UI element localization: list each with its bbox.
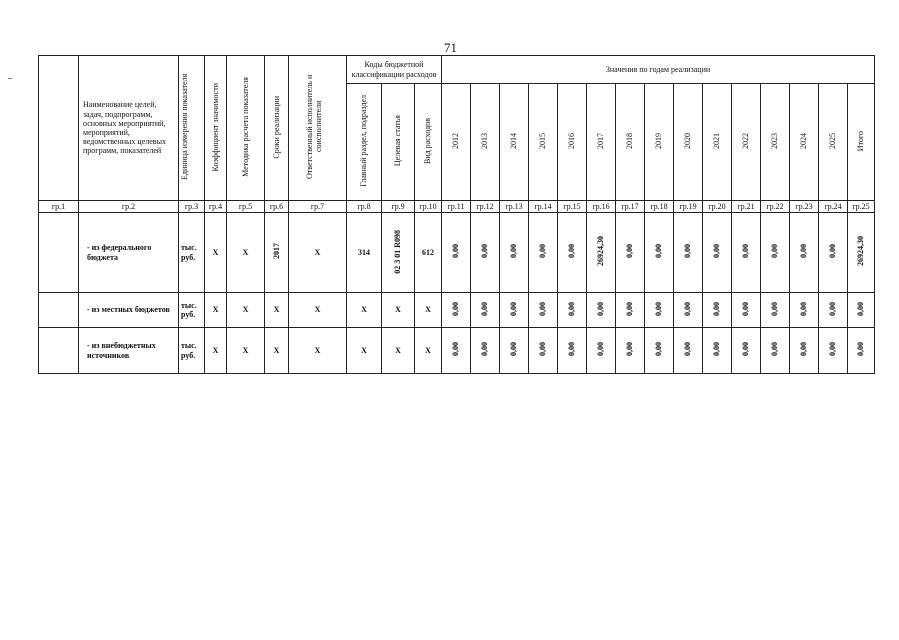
row-unit: тыс. руб. bbox=[179, 213, 205, 293]
column-number: гр.24 bbox=[819, 201, 848, 213]
year-header: 2024 bbox=[790, 84, 819, 201]
year-header: 2018 bbox=[616, 84, 645, 201]
year-header: 2020 bbox=[674, 84, 703, 201]
table-row bbox=[39, 213, 875, 293]
header-unit: Единица измерения показателя bbox=[179, 56, 205, 201]
header-coef: Коэффициент значимости bbox=[205, 56, 227, 201]
value-cell: 0,00 bbox=[703, 328, 732, 374]
row-executor: Х bbox=[289, 293, 347, 328]
year-header: 2019 bbox=[645, 84, 674, 201]
row-coef: Х bbox=[205, 293, 227, 328]
value-cell: 0,00 bbox=[703, 293, 732, 328]
total-cell: 0,00 bbox=[848, 328, 875, 374]
column-number: гр.15 bbox=[558, 201, 587, 213]
header-section: Главный раздел, подраздел bbox=[347, 84, 382, 201]
column-number: гр.2 bbox=[79, 201, 179, 213]
row-terms: Х bbox=[265, 293, 289, 328]
value-cell: 0,00 bbox=[674, 293, 703, 328]
value-cell: 0,00 bbox=[616, 328, 645, 374]
column-number: гр.23 bbox=[790, 201, 819, 213]
value-cell: 0,00 bbox=[761, 328, 790, 374]
row-section: Х bbox=[347, 293, 382, 328]
column-number: гр.9 bbox=[382, 201, 415, 213]
row-method: Х bbox=[227, 213, 265, 293]
header-blank bbox=[39, 56, 79, 201]
year-header: 2017 bbox=[587, 84, 616, 201]
row-executor: Х bbox=[289, 328, 347, 374]
value-cell: 0,00 bbox=[761, 293, 790, 328]
header-kind: Вид расходов bbox=[415, 84, 442, 201]
column-number: гр.25 bbox=[848, 201, 875, 213]
value-cell: 26924,30 bbox=[587, 213, 616, 293]
column-number: гр.1 bbox=[39, 201, 79, 213]
value-cell: 0,00 bbox=[558, 213, 587, 293]
row-unit: тыс. руб. bbox=[179, 328, 205, 374]
row-section: Х bbox=[347, 328, 382, 374]
value-cell: 0,00 bbox=[819, 213, 848, 293]
column-number: гр.20 bbox=[703, 201, 732, 213]
value-cell: 0,00 bbox=[674, 213, 703, 293]
column-number: гр.3 bbox=[179, 201, 205, 213]
value-cell: 0,00 bbox=[761, 213, 790, 293]
budget-table bbox=[38, 55, 875, 374]
year-header: 2015 bbox=[529, 84, 558, 201]
row-unit: тыс. руб. bbox=[179, 293, 205, 328]
column-number: гр.7 bbox=[289, 201, 347, 213]
row-coef: Х bbox=[205, 328, 227, 374]
column-number: гр.16 bbox=[587, 201, 616, 213]
row-method: Х bbox=[227, 293, 265, 328]
value-cell: 0,00 bbox=[587, 293, 616, 328]
column-number: гр.8 bbox=[347, 201, 382, 213]
row-name: - из местных бюджетов bbox=[79, 293, 179, 328]
year-header: 2021 bbox=[703, 84, 732, 201]
total-cell: 0,00 bbox=[848, 293, 875, 328]
value-cell: 0,00 bbox=[442, 293, 471, 328]
value-cell: 0,00 bbox=[645, 293, 674, 328]
value-cell: 0,00 bbox=[732, 293, 761, 328]
column-number: гр.14 bbox=[529, 201, 558, 213]
row-kind: Х bbox=[415, 328, 442, 374]
row-index-cell bbox=[39, 293, 79, 328]
table-row bbox=[39, 328, 875, 374]
value-cell: 0,00 bbox=[529, 213, 558, 293]
value-cell: 0,00 bbox=[558, 328, 587, 374]
column-number: гр.13 bbox=[500, 201, 529, 213]
value-cell: 0,00 bbox=[790, 213, 819, 293]
total-header: Итого bbox=[848, 84, 875, 201]
row-article: Х bbox=[382, 293, 415, 328]
value-cell: 0,00 bbox=[587, 328, 616, 374]
value-cell: 0,00 bbox=[471, 328, 500, 374]
column-numbers-row bbox=[39, 201, 875, 213]
row-kind: 612 bbox=[415, 213, 442, 293]
value-cell: 0,00 bbox=[790, 293, 819, 328]
row-kind: Х bbox=[415, 293, 442, 328]
year-header: 2012 bbox=[442, 84, 471, 201]
value-cell: 0,00 bbox=[790, 328, 819, 374]
value-cell: 0,00 bbox=[442, 213, 471, 293]
value-cell: 0,00 bbox=[500, 328, 529, 374]
total-cell: 26924,30 bbox=[848, 213, 875, 293]
header-name: Наименование целей, задач, подпрограмм, основных мероприятий, мероприятий, ведомственных целевых программ, показателей bbox=[79, 56, 179, 201]
value-cell: 0,00 bbox=[819, 328, 848, 374]
value-cell: 0,00 bbox=[703, 213, 732, 293]
column-number: гр.12 bbox=[471, 201, 500, 213]
margin-mark bbox=[8, 78, 12, 79]
header-executor: Ответственный исполнитель и соисполнители bbox=[289, 56, 347, 201]
header-method: Методика расчета показателя bbox=[227, 56, 265, 201]
value-cell: 0,00 bbox=[674, 328, 703, 374]
value-cell: 0,00 bbox=[645, 328, 674, 374]
row-terms: 2017 bbox=[265, 213, 289, 293]
column-number: гр.17 bbox=[616, 201, 645, 213]
value-cell: 0,00 bbox=[500, 213, 529, 293]
value-cell: 0,00 bbox=[529, 328, 558, 374]
value-cell: 0,00 bbox=[819, 293, 848, 328]
year-header: 2014 bbox=[500, 84, 529, 201]
row-coef: Х bbox=[205, 213, 227, 293]
row-method: Х bbox=[227, 328, 265, 374]
column-number: гр.11 bbox=[442, 201, 471, 213]
row-index-cell bbox=[39, 328, 79, 374]
year-header: 2025 bbox=[819, 84, 848, 201]
value-cell: 0,00 bbox=[471, 293, 500, 328]
value-cell: 0,00 bbox=[442, 328, 471, 374]
value-cell: 0,00 bbox=[732, 213, 761, 293]
row-executor: Х bbox=[289, 213, 347, 293]
row-section: 314 bbox=[347, 213, 382, 293]
value-cell: 0,00 bbox=[471, 213, 500, 293]
column-number: гр.18 bbox=[645, 201, 674, 213]
row-index-cell bbox=[39, 213, 79, 293]
column-number: гр.10 bbox=[415, 201, 442, 213]
value-cell: 0,00 bbox=[645, 213, 674, 293]
column-number: гр.21 bbox=[732, 201, 761, 213]
header-values-group: Значения по годам реализации bbox=[442, 56, 875, 84]
column-number: гр.19 bbox=[674, 201, 703, 213]
value-cell: 0,00 bbox=[558, 293, 587, 328]
year-header: 2022 bbox=[732, 84, 761, 201]
value-cell: 0,00 bbox=[732, 328, 761, 374]
row-name: - из федерального бюджета bbox=[79, 213, 179, 293]
value-cell: 0,00 bbox=[500, 293, 529, 328]
header-article: Целевая статья bbox=[382, 84, 415, 201]
year-header: 2016 bbox=[558, 84, 587, 201]
column-number: гр.5 bbox=[227, 201, 265, 213]
column-number: гр.6 bbox=[265, 201, 289, 213]
year-header: 2013 bbox=[471, 84, 500, 201]
value-cell: 0,00 bbox=[616, 293, 645, 328]
column-number: гр.22 bbox=[761, 201, 790, 213]
column-number: гр.4 bbox=[205, 201, 227, 213]
row-article: Х bbox=[382, 328, 415, 374]
row-article: 02 3 01 R098 bbox=[382, 213, 415, 293]
table-row bbox=[39, 293, 875, 328]
page-number: 71 bbox=[444, 40, 457, 55]
header-terms: Сроки реализации bbox=[265, 56, 289, 201]
value-cell: 0,00 bbox=[529, 293, 558, 328]
row-name: - из внебюджетных источников bbox=[79, 328, 179, 374]
header-budget-group: Коды бюджетной классификации расходов bbox=[347, 56, 442, 84]
row-terms: Х bbox=[265, 328, 289, 374]
year-header: 2023 bbox=[761, 84, 790, 201]
value-cell: 0,00 bbox=[616, 213, 645, 293]
